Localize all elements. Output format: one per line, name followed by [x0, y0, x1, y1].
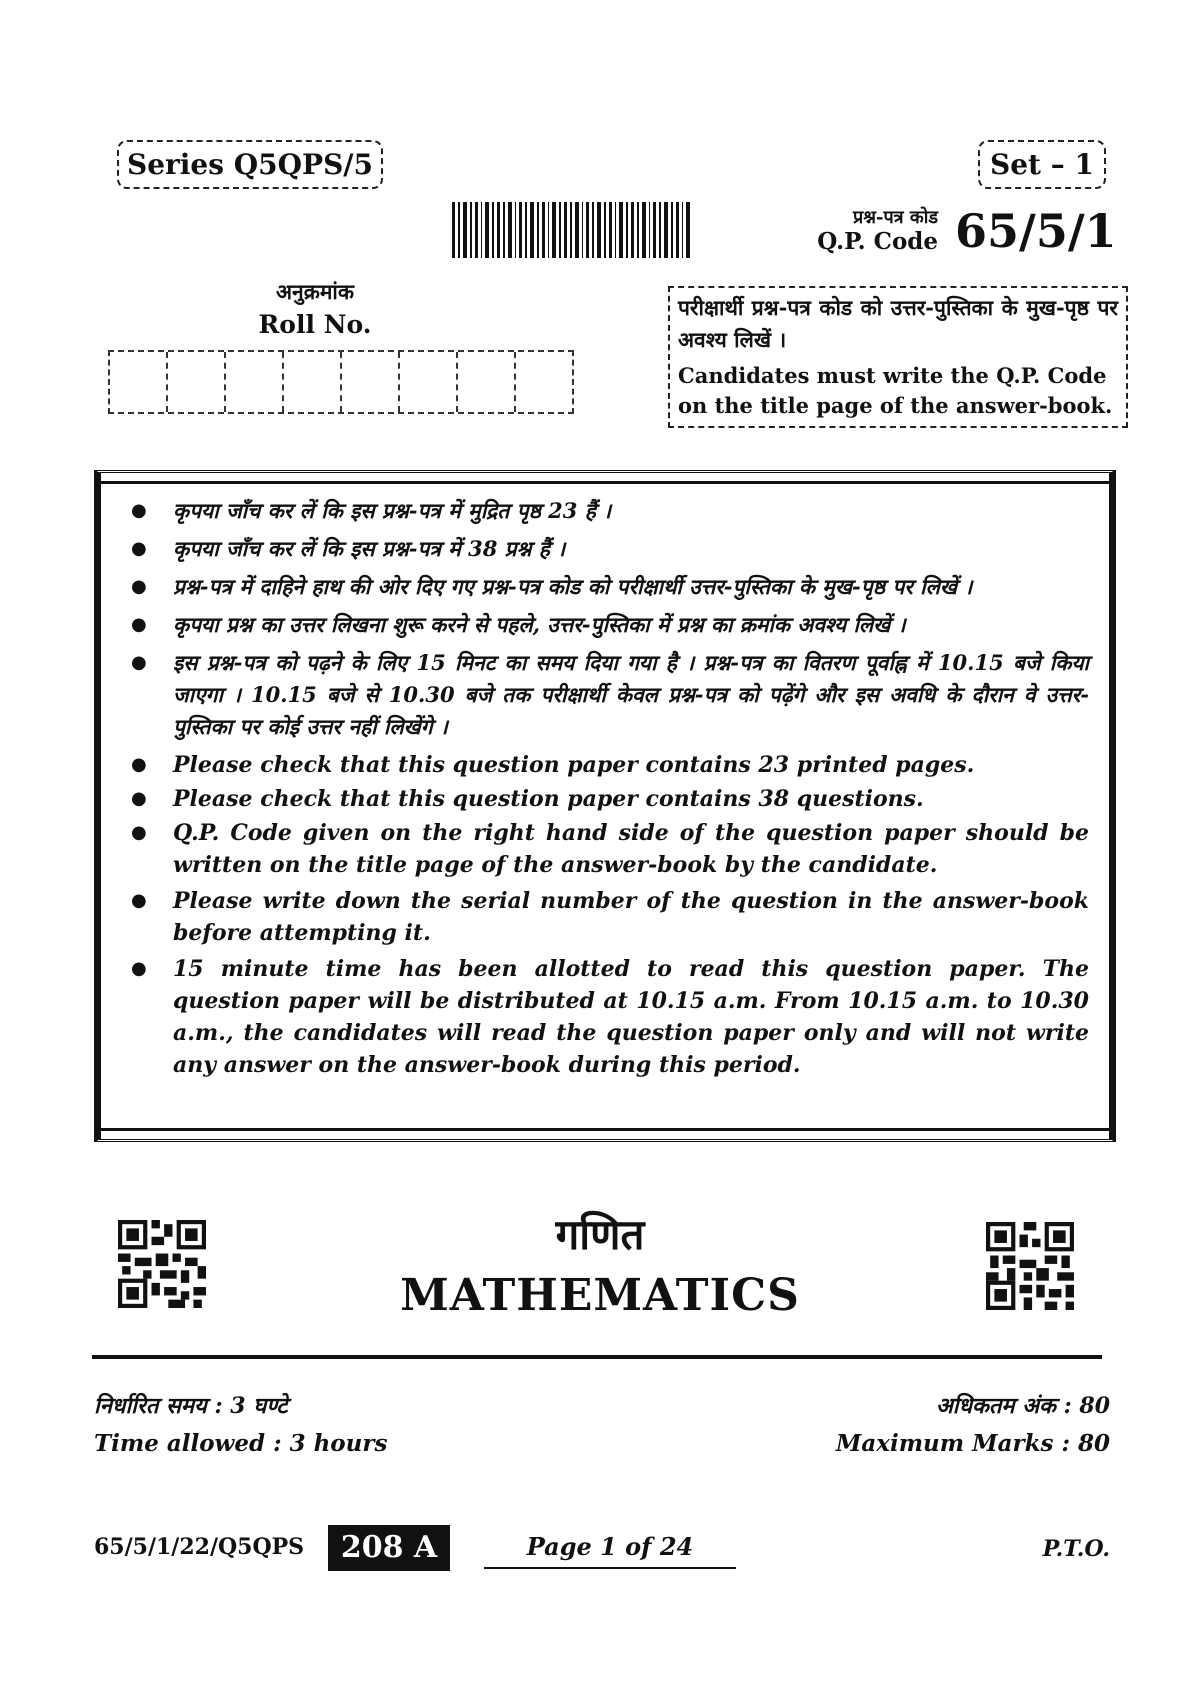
qp-code-label-en: Q.P. Code	[817, 227, 938, 255]
footer-badge: 208 A	[328, 1525, 450, 1571]
qp-code: 65/5/1	[955, 204, 1117, 258]
time-allowed-en: Time allowed : 3 hours	[94, 1430, 388, 1457]
pto-label: P.T.O.	[1042, 1536, 1110, 1562]
subject-title-en: MATHEMATICS	[400, 1270, 800, 1321]
maximum-marks-en: Maximum Marks : 80	[835, 1430, 1110, 1457]
series-text: Series Q5QPS/5	[127, 148, 373, 181]
roll-digit-box[interactable]	[516, 352, 572, 412]
roll-digit-box[interactable]	[226, 352, 284, 412]
instruction-item: ● 15 minute time has been allotted to read this question paper. The question paper will be distributed at 10.15 a.m. From 10.15 a.m. to 10.30 a.m., the candidates will read the question paper only and will not write any answer on the answer-book during this period.	[129, 953, 1089, 1081]
qp-code-label-hi: प्रश्न-पत्र कोड	[853, 207, 938, 228]
subject-title-hi: गणित	[555, 1210, 645, 1259]
maximum-marks-hi: अधिकतम अंक : 80	[935, 1393, 1110, 1419]
qr-code-icon	[986, 1222, 1074, 1310]
roll-number-boxes	[108, 350, 574, 414]
instruction-item: ● Please check that this question paper contains 23 printed pages.	[129, 749, 1089, 781]
roll-label-hi: अनुक्रमांक	[276, 279, 354, 304]
instruction-item: ● इस प्रश्न-पत्र को पढ़ने के लिए 15 मिनट का समय दिया गया है । प्रश्न-पत्र का वितरण पूर्वाह्न में 10.15 बजे किया जाएगा । 10.15 बजे से 10.30 बजे तक परीक्षार्थी केवल प्रश्न-पत्र को पढ़ेंगे और इस अवधि के दौरान वे उत्तर-पुस्तिका पर कोई उत्तर नहीं लिखेंगे ।	[129, 647, 1089, 743]
instruction-item: ● कृपया जाँच कर लें कि इस प्रश्न-पत्र में मुद्रित पृष्ठ 23 हैं ।	[129, 495, 1089, 527]
roll-digit-box[interactable]	[284, 352, 342, 412]
instruction-item: ● कृपया जाँच कर लें कि इस प्रश्न-पत्र में 38 प्रश्न हैं ।	[129, 533, 1089, 565]
candidate-note-hi: परीक्षार्थी प्रश्न-पत्र कोड को उत्तर-पुस्तिका के मुख-पृष्ठ पर अवश्य लिखें ।	[678, 295, 1118, 352]
instruction-item: ● प्रश्न-पत्र में दाहिने हाथ की ओर दिए गए प्रश्न-पत्र कोड को परीक्षार्थी उत्तर-पुस्तिका के मुख-पृष्ठ पर लिखें ।	[129, 571, 1089, 603]
time-allowed-hi: निर्धारित समय : 3 घण्टे	[94, 1393, 288, 1419]
roll-digit-box[interactable]	[458, 352, 516, 412]
divider	[92, 1355, 1102, 1359]
roll-digit-box[interactable]	[400, 352, 458, 412]
roll-digit-box[interactable]	[168, 352, 226, 412]
series-box	[117, 140, 383, 189]
qr-code-icon	[118, 1220, 206, 1308]
instruction-item: ● Q.P. Code given on the right hand side of the question paper should be written on the title page of the answer-book by the candidate.	[129, 817, 1089, 881]
instruction-item: ● Please write down the serial number of the question in the answer-book before attempting it.	[129, 885, 1089, 949]
instruction-item: ● Please check that this question paper contains 38 questions.	[129, 783, 1089, 815]
candidate-note-en: Candidates must write the Q.P. Code on the title page of the answer-book.	[678, 363, 1113, 419]
barcode-icon	[452, 202, 692, 258]
qp-code-label	[800, 208, 938, 255]
instructions-box	[94, 470, 1116, 1142]
instruction-item: ● कृपया प्रश्न का उत्तर लिखना शुरू करने से पहले, उत्तर-पुस्तिका में प्रश्न का क्रमांक अवश्य लिखें ।	[129, 609, 1089, 641]
set-box	[978, 140, 1106, 189]
roll-label-en: Roll No.	[258, 310, 372, 339]
page-number: Page 1 of 24	[484, 1532, 736, 1569]
footer-paper-code: 65/5/1/22/Q5QPS	[94, 1534, 305, 1560]
set-text: Set – 1	[990, 148, 1094, 181]
instructions-list	[129, 495, 1089, 1085]
candidate-note	[668, 286, 1128, 428]
roll-digit-box[interactable]	[342, 352, 400, 412]
roll-digit-box[interactable]	[110, 352, 168, 412]
